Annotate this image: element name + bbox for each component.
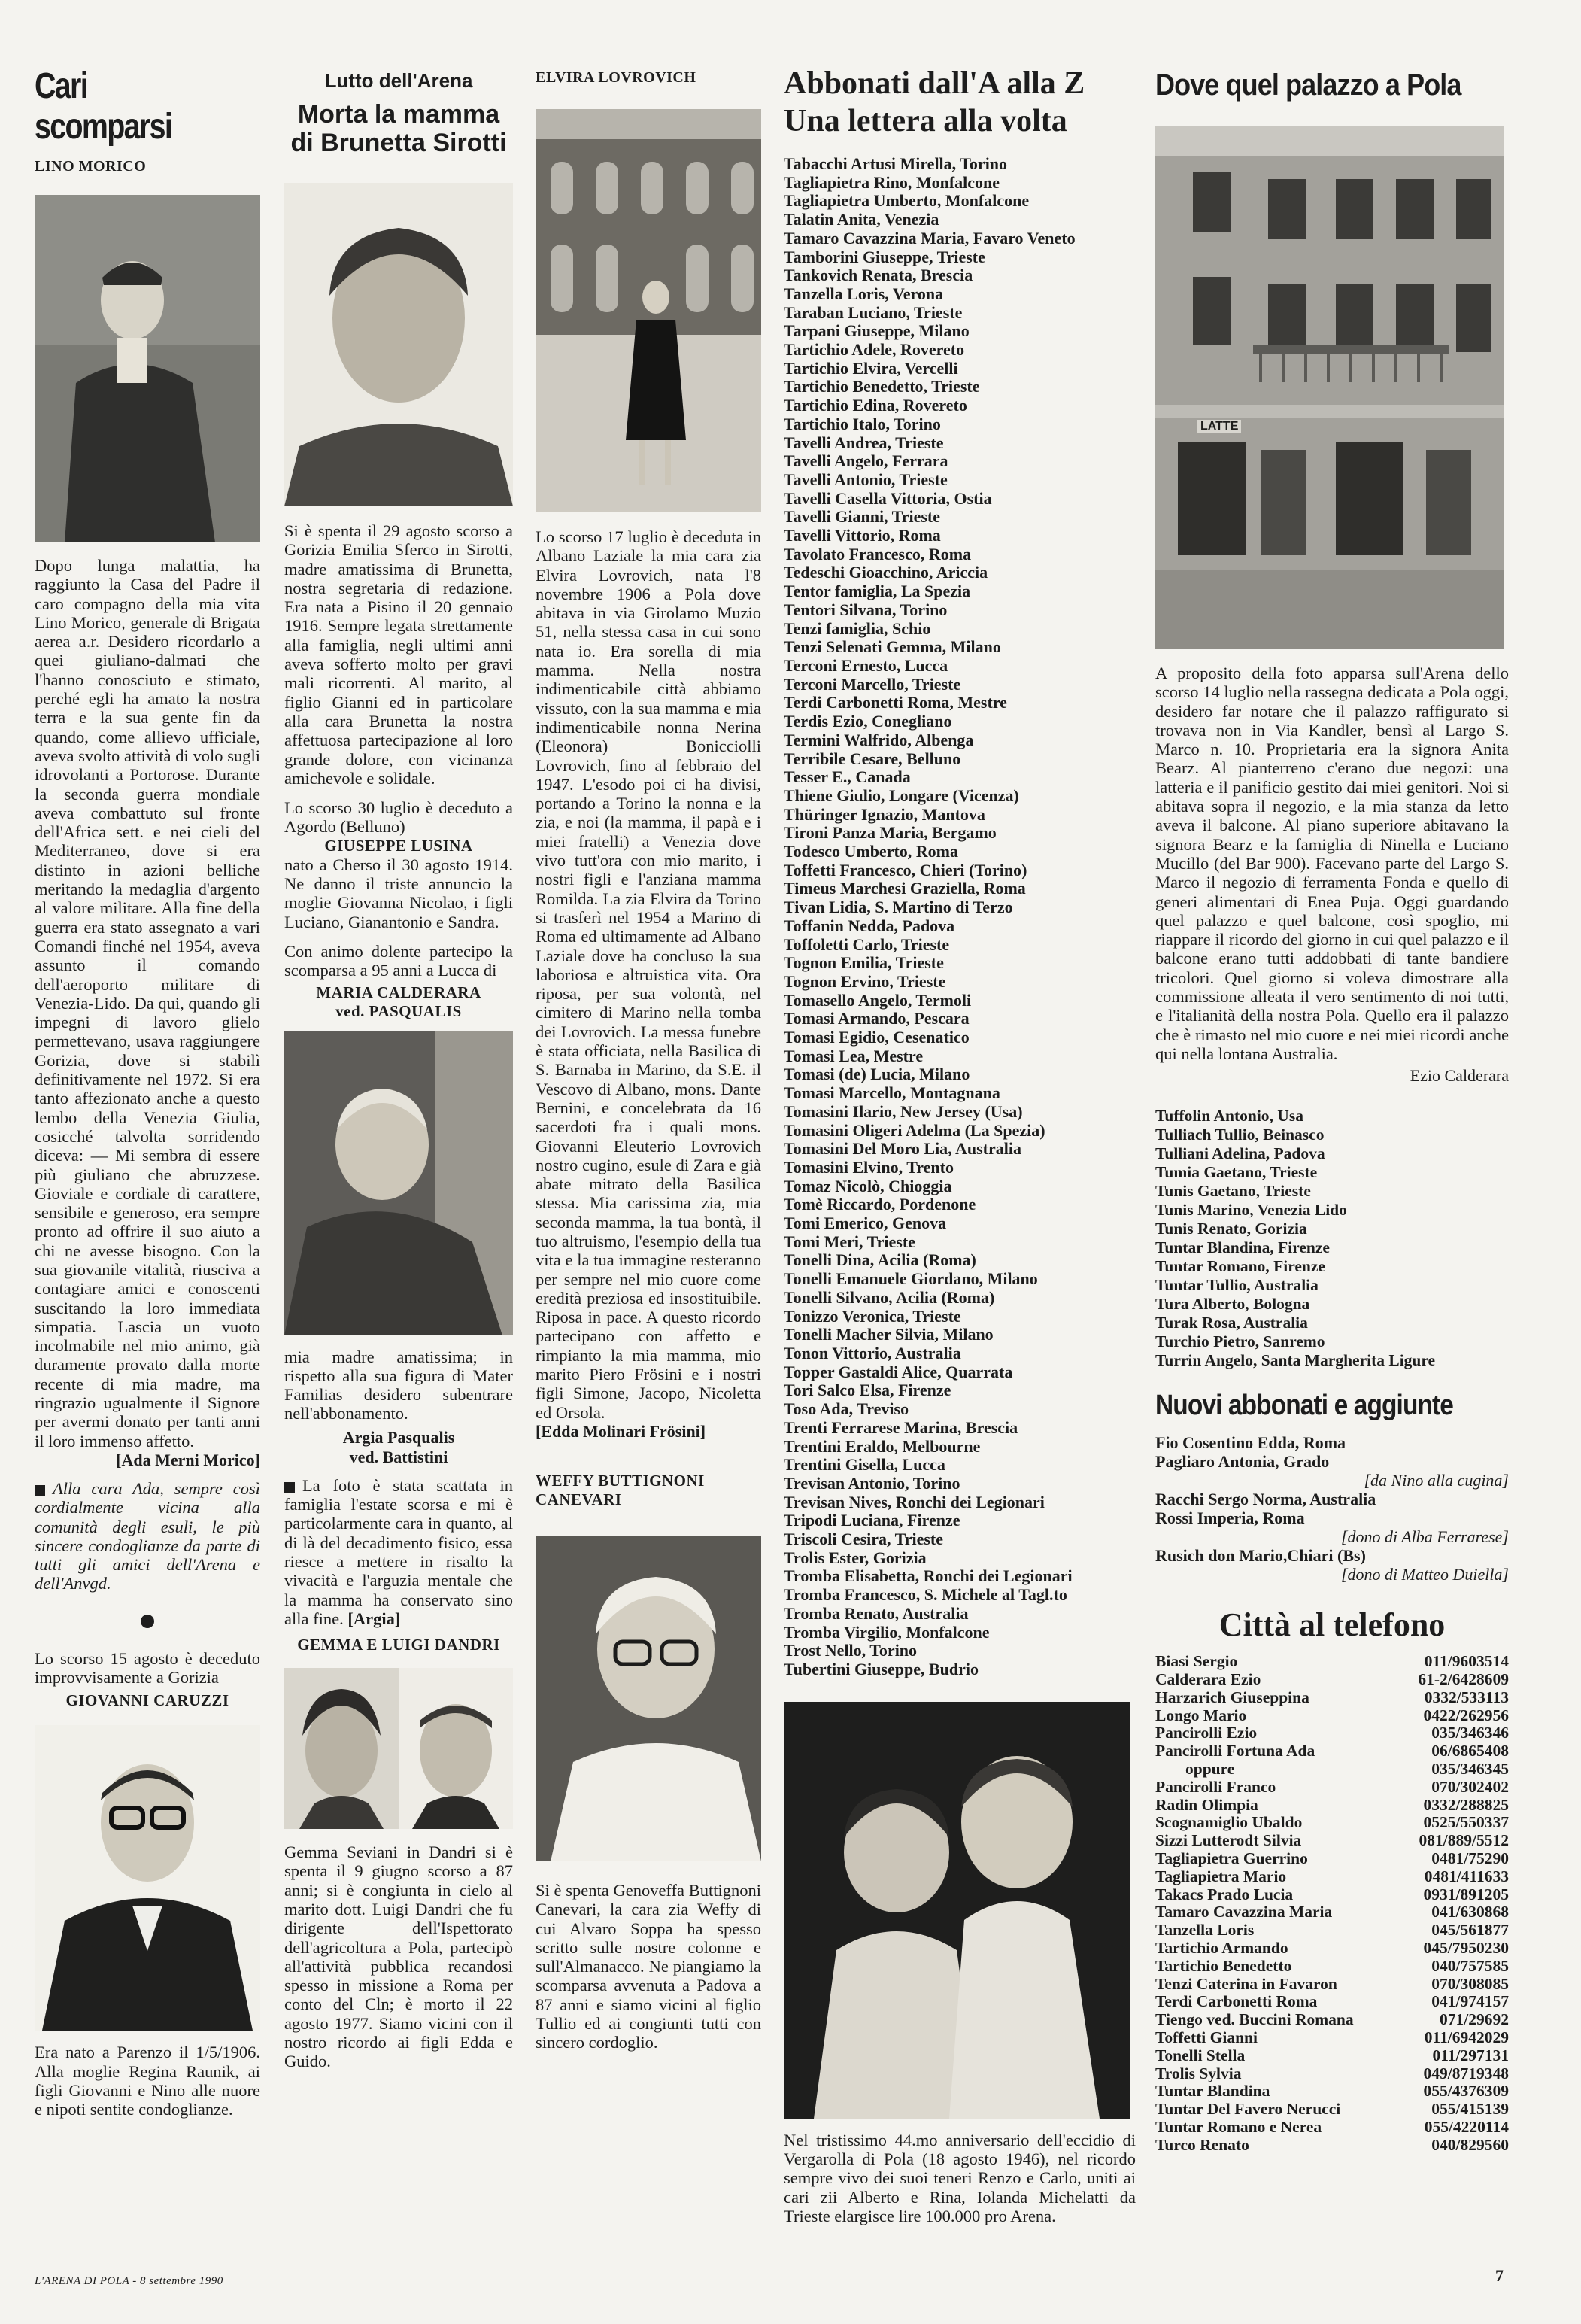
new-subscriber-gift: [da Nino alla cugina] [1364, 1471, 1509, 1490]
subscriber-entry: Tognon Ervino, Trieste [784, 971, 946, 991]
subscriber-entry: Tanzella Loris, Verona [784, 284, 944, 303]
subscriber-entry: Terribile Cesare, Belluno [784, 749, 961, 768]
separator-dot-icon [141, 1615, 154, 1628]
subscriber-entry: Tomasello Angelo, Termoli [784, 990, 972, 1010]
subscriber-entry: Tarpani Giuseppe, Milano [784, 321, 970, 341]
new-subscriber-entry [1155, 1433, 1509, 1452]
article-weffy-text: Si è spenta Genoveffa Buttignoni Canevari, la cara zia Weffy di cui Alvaro Soppa ha spesso scritto sulle nostre colonne e sull'Almanacco. Ne piangiamo la scomparsa avvenuta a Padova a 87 anni e siamo vicini al figlio Tullio ed ai congiunti tutti con sincero cordoglio. [536, 1880, 761, 2052]
headline-dove-quel-palazzo: Dove quel palazzo a Pola [1155, 68, 1461, 102]
phone-entry-number: 0481/75290 [1431, 1849, 1509, 1867]
phone-entry [1155, 1671, 1509, 1689]
subscriber-entry: Timeus Marchesi Graziella, Roma [784, 879, 1026, 898]
subscriber-entry: Tumia Gaetano, Trieste [1155, 1163, 1318, 1182]
phone-entry [1155, 1689, 1509, 1707]
byline-giovanni-caruzzi: GIOVANNI CARUZZI [65, 1691, 229, 1710]
phone-entry-name: Takacs Prado Lucia [1155, 1885, 1294, 1903]
phone-entry-name: Toffetti Gianni [1155, 2028, 1258, 2046]
subscribers-list-continued [1155, 1107, 1509, 1370]
subscriber-entry: Tomasi Lea, Mestre [784, 1046, 924, 1065]
phone-entry [1155, 1797, 1509, 1815]
subscriber-entry: Tartichio Italo, Torino [784, 414, 941, 433]
subscriber-entry: Tunis Gaetano, Trieste [1155, 1182, 1311, 1201]
phone-entry [1155, 1779, 1509, 1797]
portrait-woman-glasses-icon [536, 1536, 761, 1861]
phone-entry-name: Trolis Sylvia [1155, 2064, 1242, 2082]
photo-emilia-sferco [284, 183, 513, 506]
article-calderara-intro: Con animo dolente partecipo la scomparsa a 95 anni a Lucca di [284, 941, 513, 980]
subscriber-entry: Tromba Elisabetta, Ronchi dei Legionari [784, 1566, 1073, 1586]
subscriber-entry: Tesser E., Canada [784, 767, 911, 787]
subscriber-entry: Toffetti Francesco, Chieri (Torino) [784, 860, 1027, 879]
phone-entry-number: 0481/411633 [1424, 1867, 1509, 1885]
phone-directory [1155, 1653, 1509, 2154]
article-lovrovich-text: Lo scorso 17 luglio è deceduta in Albano Laziale la mia cara zia Elvira Lovrovich, nata l'8 novembre 1906 a Pola dove abitava in via Girolamo Muzio 51, nella stessa casa in cui sono nata io. Era sorella di mia mamma. Nella nostra indimenticabile città abbiamo vissuto, con la sua mamma e mia indimenticabile nonna Nerina (Eleonora) Bonicciolli Lovrovich, fino al febbraio del 1947. L'esodo poi ci ha divisi, portando a Torino la nonna e la zia, e noi (la mamma, il papà e i miei fratelli) a Venezia dove vivo tutt'ora con mio marito, i nostri figli e l'anziana mamma Romilda. La zia Elvira da Torino si trasferì nel 1954 a Marino di Roma ed ultimamente ad Albano Laziale dove ha concluso la sua laboriosa e altruistica vita. Ora riposa, per sua volontà, nel cimitero di Marino nella tomba dei Lovrovich. La messa funebre è stata officiata, nella Basilica di S. Barnaba in Marino, da S.E. il Vescovo di Albano, mons. Dante Bernini, e concelebrata da 16 sacerdoti fra i quali mons. Giovanni Eleuterio Lovrovich nostro cugino, esule di Zara e già abate mitrato della Basilica stessa. Mia carissima zia, mia seconda mamma, la tua bontà, il tuo altruismo, l'esempio della tua vita e la tua immagine resteranno per sempre nel mio cuore come eredità preziosa ed insostituibile. Riposa in pace. A questo ricordo partecipano con affetto e rimpianto la mia mamma, mio marito Piero Frösini e i nostri figli Simone, Jacopo, Nicoletta ed Orsola. [536, 527, 761, 1422]
phone-entry-number: 040/829560 [1431, 2135, 1509, 2154]
phone-entry-name: Radin Olimpia [1155, 1795, 1258, 1814]
phone-entry-number: 0332/533113 [1424, 1688, 1509, 1706]
phone-entry-number: 011/297131 [1432, 2046, 1509, 2064]
phone-entry [1155, 2119, 1509, 2137]
phone-entry [1155, 2082, 1509, 2101]
subscriber-entry: Trenti Ferrarese Marina, Brescia [784, 1417, 1018, 1437]
page-number: 7 [1495, 2266, 1504, 2285]
headline-abbonati: Abbonati dall'A alla Z [784, 66, 1085, 101]
phone-entry [1155, 1940, 1509, 1958]
phone-entry-number: 070/302402 [1431, 1777, 1509, 1796]
signature-argia: [Argia] [347, 1609, 401, 1628]
headline-cari-scomparsi: Cari scomparsi [35, 66, 172, 147]
subscriber-entry: Tubertini Giuseppe, Budrio [784, 1659, 979, 1678]
phone-entry-number: 055/4220114 [1424, 2117, 1509, 2136]
phone-entry-name: Sizzi Lutterodt Silvia [1155, 1831, 1302, 1850]
phone-entry-name: Tartichio Armando [1155, 1938, 1288, 1957]
phone-entry-number: 041/630868 [1431, 1903, 1509, 1921]
phone-entry-name: Tuntar Blandina [1155, 2082, 1270, 2101]
subscriber-entry: Trevisan Nives, Ronchi dei Legionari [784, 1492, 1045, 1511]
phone-entry [1155, 1814, 1509, 1832]
subscriber-entry: Terdi Carbonetti Roma, Mestre [784, 693, 1007, 712]
subscriber-entry: Tomasi Egidio, Cesenatico [784, 1028, 970, 1047]
phone-entry-number: 0931/891205 [1423, 1885, 1509, 1903]
bullet-icon [35, 1485, 45, 1496]
photo-weffy-buttignoni [536, 1536, 761, 1861]
phone-entry-number: 06/6865408 [1431, 1742, 1509, 1760]
column-elvira-lovrovich [536, 53, 761, 2052]
article-dandri-text: Gemma Seviani in Dandri si è spenta il 9 giugno scorso a 87 anni; si è congiunta in cielo al marito dott. Luigi Dandri che fu dirigente dell'Ispettorato dell'agricoltura a Pola, partecipò all'attività pubblica recandosi spesso in missione a Roma per conto del Cln; è morto il 22 agosto 1977. Siamo vicini con il nostro ricordo ai figli Edda e Guido. [284, 1842, 513, 2071]
subscriber-entry: Terdis Ezio, Conegliano [784, 712, 952, 731]
subscriber-entry: Tomasini Oligeri Adelma (La Spezia) [784, 1120, 1045, 1140]
two-portraits-icon [284, 1668, 513, 1829]
subscriber-entry: Tamborini Giuseppe, Trieste [784, 247, 985, 266]
phone-entry-number: 049/8719348 [1423, 2064, 1509, 2082]
subscriber-entry: Todesco Umberto, Roma [784, 842, 958, 861]
subscriber-entry: Tavelli Angelo, Ferrara [784, 451, 948, 471]
headline-una-lettera: Una lettera alla volta [784, 104, 1067, 138]
subscriber-entry: Turchio Pietro, Sanremo [1155, 1332, 1325, 1351]
article-palazzo-text: A proposito della foto apparsa sull'Arena dello scorso 14 luglio nella rassegna dedicata a Pola oggi, desidero far notare che il palazzo raffigurato si trovava non in Via Kandler, bensì al Largo S. Marco n. 10. Proprietaria era la signora Anita Bearz. Al pianterreno c'erano due negozi: una latteria e il panificio gestito dai miei genitori. Noi si abitava sopra il negozio, e la mia stanza da letto aveva il balcone. Al piano superiore abitavano la signora Bearz e la famiglia di Ninella e Luciano Mucillo (del Bar 900). Facevano parte del Largo S. Marco il negozio di ferramenta Fonda e quello di generi alimentari di Enea Puja. Oggi guardando quel palazzo e quel balcone, così spoglio, mi riappare il ricordo del giorno in cui quel palazzo e il balcone erano tutti addobbati di tante bandiere tricolori. Quel giorno si voleva dimostrare alla commissione alleata il vero sentimento di noi tutti, e l'italianità della nostra Pola. Quello era il palazzo che è rimasto nel mio cuore e nei miei ricordi anche qui nella lontana Australia. [1155, 664, 1509, 1063]
phone-entry-name: Tiengo ved. Buccini Romana [1155, 2010, 1354, 2029]
new-subscriber-name: Fio Cosentino Edda, Roma [1155, 1433, 1346, 1453]
byline-elvira-lovrovich: ELVIRA LOVROVICH [536, 69, 696, 86]
subscriber-entry: Taraban Luciano, Trieste [784, 302, 963, 322]
subscriber-entry: Thiene Giulio, Longare (Vicenza) [784, 785, 1019, 805]
portrait-old-woman-icon [284, 1031, 513, 1335]
subscriber-entry: Tunis Renato, Gorizia [1155, 1220, 1307, 1238]
subscriber-entry: Trevisan Antonio, Torino [784, 1473, 960, 1493]
subscriber-entry: Tankovich Renata, Brescia [784, 266, 973, 285]
subscriber-entry: Tavelli Vittorio, Roma [784, 526, 941, 545]
subscriber-entry: Toso Ada, Treviso [784, 1399, 909, 1419]
subscriber-entry: Tavelli Antonio, Trieste [784, 469, 948, 489]
subscriber-entry: Tuntar Tullio, Australia [1155, 1276, 1319, 1295]
subscriber-entry: Tonizzo Veronica, Trieste [784, 1306, 961, 1326]
phone-entry-number: 081/889/5512 [1419, 1831, 1509, 1850]
phone-entry [1155, 1903, 1509, 1921]
byline-weffy-buttignoni: WEFFY BUTTIGNONI [536, 1471, 705, 1490]
phone-entry-name: Biasi Sergio [1155, 1652, 1238, 1671]
signature-ved-battistini: ved. Battistini [349, 1447, 448, 1466]
new-subscriber-name: Pagliaro Antonia, Grado [1155, 1452, 1330, 1472]
phone-entry-name: Tamaro Cavazzina Maria [1155, 1903, 1333, 1921]
subscriber-entry: Tartichio Adele, Rovereto [784, 340, 965, 360]
subscriber-entry: Terconi Marcello, Trieste [784, 674, 961, 694]
headline-nuovi-abbonati: Nuovi abbonati e aggiunte [1155, 1390, 1454, 1422]
phone-entry [1155, 2137, 1509, 2155]
subscriber-entry: Tironi Panza Maria, Bergamo [784, 823, 997, 843]
phone-entry-number: 040/757585 [1431, 1956, 1509, 1975]
new-subscriber-gift: [dono di Alba Ferrarese] [1340, 1527, 1509, 1547]
phone-entry-name: Tenzi Caterina in Favaron [1155, 1974, 1337, 1993]
byline-canevari: CANEVARI [536, 1490, 622, 1508]
phone-entry [1155, 1886, 1509, 1904]
photo-giovanni-caruzzi [35, 1725, 260, 2031]
building-facade-icon [1155, 126, 1504, 649]
subscriber-entry: Tromba Renato, Australia [784, 1603, 969, 1623]
headline-citta-al-telefono: Città al telefono [1218, 1606, 1446, 1644]
subscriber-entry: Tonelli Macher Silvia, Milano [784, 1325, 994, 1344]
portrait-elderly-woman-icon [284, 183, 513, 506]
subscriber-entry: Trentini Gisella, Lucca [784, 1455, 945, 1475]
byline-gemma-luigi-dandri: GEMMA E LUIGI DANDRI [297, 1636, 500, 1654]
subscriber-entry: Tognon Emilia, Trieste [784, 953, 944, 973]
signature-edda-molinari: [Edda Molinari Frösini] [536, 1421, 706, 1441]
phone-entry-name: Tonelli Stella [1155, 2046, 1246, 2064]
subscriber-entry: Tromba Virgilio, Monfalcone [784, 1622, 990, 1642]
subscriber-entry: Tomi Meri, Trieste [784, 1232, 915, 1251]
phone-entry [1155, 1993, 1509, 2011]
subscriber-entry: Tonon Vittorio, Australia [784, 1344, 961, 1363]
phone-entry-number: 035/346345 [1431, 1760, 1509, 1779]
subscriber-entry: Tentori Silvana, Torino [784, 600, 948, 619]
subscriber-entry: Tavelli Andrea, Trieste [784, 433, 944, 452]
phone-entry [1155, 2065, 1509, 2083]
portrait-figure-icon [35, 195, 260, 542]
subscriber-entry: Tuffolin Antonio, Usa [1155, 1107, 1303, 1126]
phone-entry-number: 0525/550337 [1423, 1813, 1509, 1832]
photo-elvira-lovrovich [536, 109, 761, 512]
subscriber-entry: Tavolato Francesco, Roma [784, 544, 972, 564]
phone-entry-name: Tanzella Loris [1155, 1921, 1255, 1940]
photo-palazzo-pola [1155, 126, 1504, 649]
phone-entry-name: oppure [1185, 1760, 1235, 1779]
subscriber-entry: Tivan Lidia, S. Martino di Terzo [784, 898, 1013, 917]
signature-ada-merni-morico: [Ada Merni Morico] [116, 1450, 260, 1469]
footer-publication: L'ARENA DI POLA - 8 settembre 1990 [35, 2275, 223, 2287]
subscriber-entry: Tomaz Nicolò, Chioggia [784, 1176, 952, 1195]
phone-entry [1155, 2101, 1509, 2119]
article-pasqualis-text: mia madre amatissima; in rispetto alla sua figura di Mater Familias desidero subentrare nell'abbonamento. [284, 1347, 513, 1423]
subscriber-entry: Tavelli Gianni, Trieste [784, 507, 941, 527]
new-subscribers-list [1155, 1433, 1509, 1584]
subscriber-entry: Tenzi Selenati Gemma, Milano [784, 637, 1001, 657]
article-caruzzi-text: Era nato a Parenzo il 1/5/1906. Alla moglie Regina Raunik, ai figli Giovanni e Nino alle nuore e nipoti sentite condoglianze. [35, 2043, 260, 2119]
phone-entry-name: Pancirolli Franco [1155, 1777, 1276, 1796]
subscriber-entry: Triscoli Cesira, Trieste [784, 1530, 943, 1549]
phone-entry-name: Harzarich Giuseppina [1155, 1688, 1309, 1706]
column-dove-quel-palazzo [1155, 53, 1509, 2155]
subscriber-entry: Terconi Ernesto, Lucca [784, 655, 948, 675]
photo-renzo-carlo [784, 1702, 1130, 2119]
phone-entry-name: Tartichio Benedetto [1155, 1956, 1292, 1975]
subscriber-entry: Tonelli Dina, Acilia (Roma) [784, 1250, 976, 1270]
subscriber-entry: Tuntar Romano, Firenze [1155, 1257, 1325, 1276]
phone-entry-number: 011/9603514 [1424, 1652, 1509, 1671]
editor-note-text: Alla cara Ada, sempre così cordialmente vicina alla comunità degli esuli, le più sincere condoglianze da parte di tutti gli amici dell'Arena e dell'Anvgd. [35, 1478, 260, 1593]
phone-entry-number: 055/4376309 [1423, 2082, 1509, 2101]
subscriber-entry: Tartichio Edina, Rovereto [784, 396, 967, 415]
subscriber-entry: Tomè Riccardo, Pordenone [784, 1195, 976, 1214]
subscriber-entry: Tartichio Benedetto, Trieste [784, 377, 980, 396]
subscriber-entry: Tori Salco Elsa, Firenze [784, 1381, 951, 1400]
phone-entry-name: Tagliapietra Guerrino [1155, 1849, 1308, 1867]
new-subscriber-entry [1155, 1452, 1509, 1490]
phone-entry-number: 045/7950230 [1423, 1938, 1509, 1957]
signature-ezio-calderara: Ezio Calderara [1410, 1066, 1509, 1086]
subscriber-entry: Tomasi Marcello, Montagnana [784, 1083, 1000, 1103]
byline-lino-morico: LINO MORICO [35, 158, 147, 175]
subscriber-entry: Tomasini Elvino, Trento [784, 1157, 954, 1177]
subscriber-entry: Tabacchi Artusi Mirella, Torino [784, 154, 1008, 173]
phone-entry-name: Pancirolli Ezio [1155, 1724, 1258, 1742]
phone-entry-name: Scognamiglio Ubaldo [1155, 1813, 1303, 1832]
subscriber-entry: Thüringer Ignazio, Mantova [784, 804, 985, 824]
subscriber-entry: Tripodi Luciana, Firenze [784, 1511, 960, 1530]
subscriber-entry: Toffoletti Carlo, Trieste [784, 934, 950, 954]
subscriber-entry: Tagliapietra Umberto, Monfalcone [784, 191, 1030, 211]
subscriber-entry: Tura Alberto, Bologna [1155, 1295, 1310, 1314]
subscriber-entry: Tromba Francesco, S. Michele al Tagl.to [784, 1585, 1067, 1605]
phone-entry-number: 0422/262956 [1423, 1706, 1509, 1724]
phone-entry-name: Calderara Ezio [1155, 1670, 1261, 1689]
subscriber-entry: Tentor famiglia, La Spezia [784, 582, 971, 601]
woman-before-arena-icon [536, 109, 761, 512]
subscriber-entry: Tomasini Ilario, New Jersey (Usa) [784, 1101, 1023, 1121]
phone-entry [1155, 1742, 1509, 1760]
new-subscriber-entry [1155, 1490, 1509, 1508]
subscriber-entry: Turak Rosa, Australia [1155, 1314, 1308, 1332]
new-subscriber-gift: [dono di Matteo Duiella] [1340, 1565, 1509, 1584]
phone-entry [1155, 1850, 1509, 1868]
signature-argia-pasqualis: Argia Pasqualis [342, 1427, 455, 1447]
byline-maria-calderara: MARIA CALDERARA [316, 983, 481, 1001]
subscriber-entry: Tulliach Tullio, Beinasco [1155, 1126, 1325, 1144]
bullet-icon [284, 1482, 295, 1493]
photo-lino-morico [35, 195, 260, 542]
subscriber-entry: Tonelli Silvano, Acilia (Roma) [784, 1287, 995, 1307]
shop-sign-latte: LATTE [1197, 420, 1241, 433]
subscriber-entry: Tavelli Casella Vittoria, Ostia [784, 488, 992, 508]
column-cari-scomparsi [35, 53, 260, 2119]
article-sirotti-text: Si è spenta il 29 agosto scorso a Gorizia Emilia Sferco in Sirotti, madre amatissima di Brunetta, nostra segretaria di redazione. Era nata a Pisino il 20 gennaio 1916. Sempre legata strettamente alla famiglia, negli ultimi anni aveva sofferto molto per gravi mali ricorrenti. Al marito, al figlio Gianni ed in particolare alla cara Brunetta la nostra affettuosa partecipazione al loro grande dolore, con vicinanza amichevole e solidale. [284, 521, 513, 788]
phone-entry [1155, 2047, 1509, 2065]
subscriber-entry: Tonelli Emanuele Giordano, Milano [784, 1269, 1038, 1289]
column-abbonati [784, 53, 1136, 2225]
new-subscriber-name: Racchi Sergo Norma, Australia [1155, 1490, 1376, 1509]
subscriber-entry: Talatin Anita, Venezia [784, 210, 939, 229]
subscriber-entry: Tuntar Blandina, Firenze [1155, 1238, 1330, 1257]
phone-entry-name: Tagliapietra Mario [1155, 1867, 1287, 1885]
subscriber-entry: Termini Walfrido, Albenga [784, 730, 974, 749]
article-lusina-text: nato a Cherso il 30 agosto 1914. Ne danno il triste annuncio la moglie Giovanna Nicolao, i figli Luciano, Gianantonio e Sandra. [284, 855, 513, 931]
kicker-lutto-arena: Lutto dell'Arena [324, 69, 473, 92]
phone-entry-number: 61-2/6428609 [1418, 1670, 1509, 1689]
phone-entry-number: 041/974157 [1431, 1992, 1509, 2011]
phone-entry-name: Tuntar Romano e Nerea [1155, 2117, 1322, 2136]
phone-entry-name: Turco Renato [1155, 2135, 1249, 2154]
byline-giuseppe-lusina: GIUSEPPE LUSINA [324, 836, 473, 855]
phone-entry [1155, 1724, 1509, 1742]
photo-dandri [284, 1668, 513, 1829]
phone-entry-number: 055/415139 [1431, 2100, 1509, 2119]
phone-entry-name: Pancirolli Fortuna Ada [1155, 1742, 1315, 1760]
phone-entry-name: Terdi Carbonetti Roma [1155, 1992, 1318, 2011]
phone-entry [1155, 1653, 1509, 1671]
subscriber-entry: Trolis Ester, Gorizia [784, 1548, 927, 1567]
subscriber-entry: Tartichio Elvira, Vercelli [784, 358, 958, 378]
phone-entry [1155, 2029, 1509, 2047]
two-children-portrait-icon [784, 1702, 1130, 2119]
subscriber-entry: Tamaro Cavazzina Maria, Favaro Veneto [784, 228, 1076, 248]
column-lutto-arena [284, 53, 513, 2071]
phone-entry [1155, 1832, 1509, 1850]
headline-brunetta-sirotti: di Brunetta Sirotti [290, 129, 507, 157]
subscriber-entry: Trentini Eraldo, Melbourne [784, 1436, 981, 1456]
photo-maria-calderara [284, 1031, 513, 1335]
subscriber-entry: Toffanin Nedda, Padova [784, 916, 955, 935]
subscribers-list [784, 155, 1136, 1679]
subscriber-entry: Tomasini Del Moro Lia, Australia [784, 1139, 1021, 1159]
new-subscriber-entry [1155, 1508, 1509, 1546]
phone-entry [1155, 1976, 1509, 1994]
phone-entry-name: Longo Mario [1155, 1706, 1247, 1724]
article-foto-note [284, 1476, 513, 1628]
phone-entry-number: 071/29692 [1440, 2010, 1509, 2029]
phone-entry-number: 035/346346 [1431, 1724, 1509, 1742]
subscriber-entry: Tagliapietra Rino, Monfalcone [784, 172, 1000, 192]
editor-note [35, 1479, 260, 1593]
phone-entry [1155, 1958, 1509, 1976]
subscriber-entry: Tedeschi Gioacchino, Ariccia [784, 563, 988, 582]
phone-entry [1155, 1921, 1509, 1940]
subscriber-entry: Tulliani Adelina, Padova [1155, 1144, 1325, 1163]
subscriber-entry: Topper Gastaldi Alice, Quarrata [784, 1362, 1013, 1381]
article-caruzzi-intro: Lo scorso 15 agosto è deceduto improvvisamente a Gorizia [35, 1648, 260, 1688]
phone-entry-number: 011/6942029 [1424, 2028, 1509, 2046]
subscriber-entry: Turrin Angelo, Santa Margherita Ligure [1155, 1351, 1436, 1370]
phone-entry [1155, 1760, 1509, 1779]
subscriber-entry: Tomasi Armando, Pescara [784, 1009, 970, 1028]
phone-entry-number: 0332/288825 [1423, 1795, 1509, 1814]
caption-vergarolla: Nel tristissimo 44.mo anniversario dell'eccidio di Vergarolla di Pola (18 agosto 1946), nel ricordo sempre vivo dei suoi teneri Renzo e Carlo, uniti ai cari zii Alberto e Rina, Iolanda Michelatti da Trieste elargisce lire 100.000 pro Arena. [784, 2130, 1136, 2225]
phone-entry [1155, 2011, 1509, 2029]
phone-entry [1155, 1707, 1509, 1725]
headline-morta-la-mamma: Morta la mamma [297, 100, 500, 129]
article-lusina-intro: Lo scorso 30 luglio è deceduto a Agordo (Belluno) [284, 798, 513, 837]
subscriber-entry: Tenzi famiglia, Schio [784, 618, 931, 638]
portrait-man-glasses-icon [35, 1725, 260, 2031]
subscriber-entry: Tomi Emerico, Genova [784, 1214, 947, 1233]
new-subscriber-name: Rossi Imperia, Roma [1155, 1508, 1305, 1528]
phone-entry [1155, 1868, 1509, 1886]
phone-entry-number: 070/308085 [1431, 1974, 1509, 1993]
subscriber-entry: Tunis Marino, Venezia Lido [1155, 1201, 1347, 1220]
new-subscriber-name: Rusich don Mario,Chiari (Bs) [1155, 1546, 1366, 1566]
phone-entry-name: Tuntar Del Favero Nerucci [1155, 2100, 1341, 2119]
byline-ved-pasqualis: ved. PASQUALIS [335, 1001, 462, 1020]
phone-entry-number: 045/561877 [1431, 1921, 1509, 1940]
subscriber-entry: Tomasi (de) Lucia, Milano [784, 1065, 970, 1084]
new-subscriber-entry [1155, 1546, 1509, 1584]
article-lino-morico-text: Dopo lunga malattia, ha raggiunto la Casa del Padre il caro compagno della mia vita Lino Morico, generale di Brigata aerea a.r. Desidero ricordarlo a quei giuliano-dalmati che l'hanno conosciuto e stimato, perché egli ha amato la nostra terra e la sua gente fin da quando, come allievo ufficiale, aveva svolto attività di volo sugli idrovolanti a Portorose. Durante la seconda guerra mondiale aveva combattuto sul fronte dell'Africa sett. e nei cieli del Mediterraneo, dove si era distinto in azioni belliche meritando la medaglia d'argento al valore militare. Alla fine della guerra era stato assegnato a vari Comandi finché nel 1954, aveva assunto il comando dell'aeroporto militare di Venezia-Lido. Da qui, quando gli impegni di lavoro glielo permettevano, usava raggiungere Gorizia, dove si stabilì definitivamente nel 1972. Si era tanto affezionato anche a questo lembo della Venezia Giulia, cosicché talvolta sorridendo diceva: — Mi sembra di essere più giuliano che abruzzese. Gioviale e cordiale di carattere, sensibile e generoso, era sempre pronto ad offrire il suo aiuto a chi ne avesse bisogno. Con la sua giovanile vitalità, riusciva a contagiare amici e conoscenti suscitando la loro immediata simpatia. Lascia un vuoto incolmabile nel mio animo, già duramente provato dalla morte recente di mia madre, ma ringrazio ugualmente il Signore per avermi donato per tanti anni il loro immenso affetto. [35, 556, 260, 1451]
article-foto-note-text: La foto è stata scattata in famiglia l'estate scorsa e mi è particolarmente cara in quanto, al di là del decadimento fisico, essa riesce a mettere in risalto la vivacità e l'arguzia mentale che la mamma ha conservato sino alla fine. [284, 1475, 513, 1628]
subscriber-entry: Trost Nello, Torino [784, 1641, 918, 1660]
